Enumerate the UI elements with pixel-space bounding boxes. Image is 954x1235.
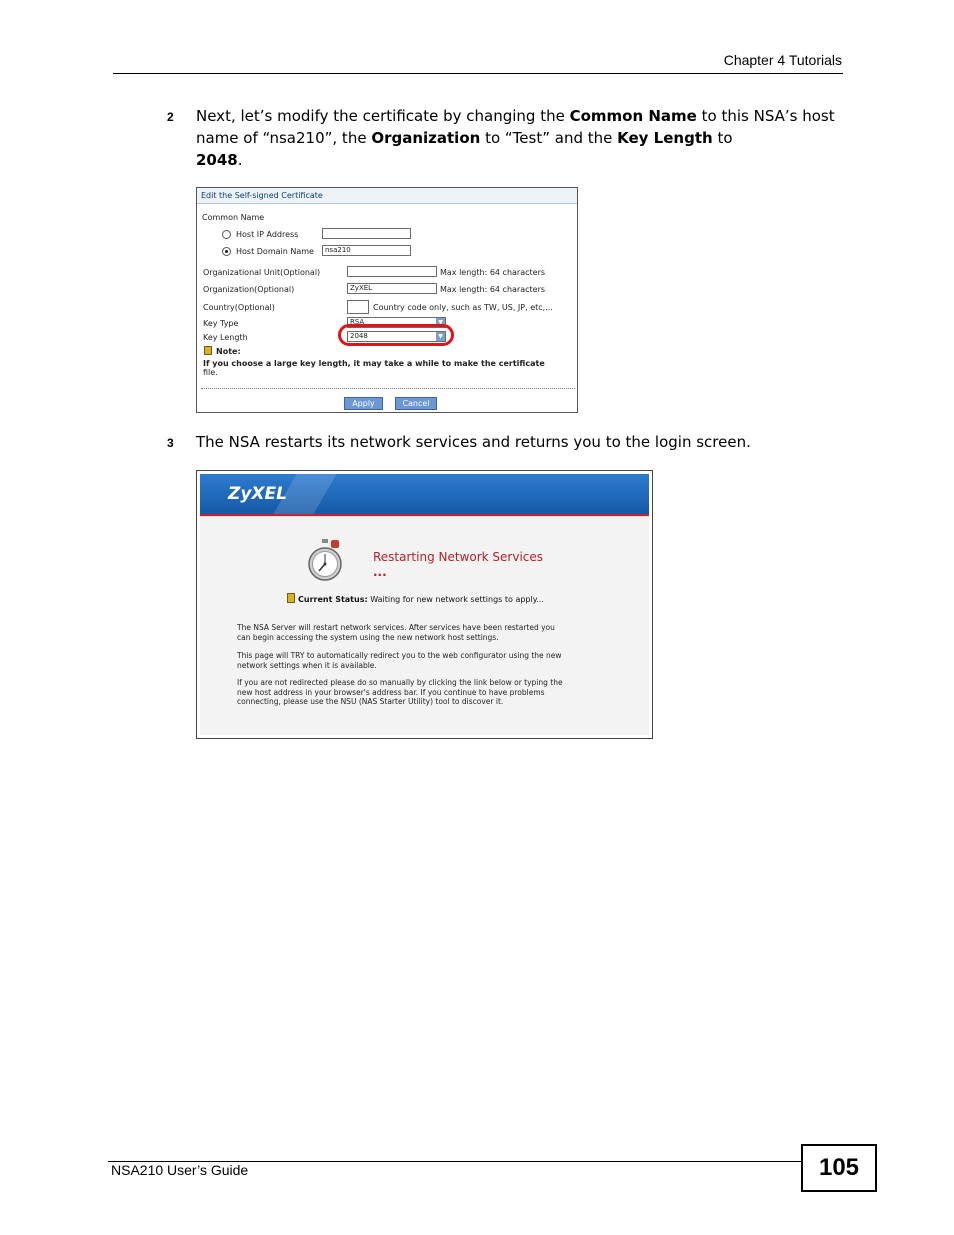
organization-input[interactable]: ZyXEL (347, 283, 437, 294)
zyxel-logo: ZyXEL (228, 484, 287, 504)
note-icon (204, 346, 212, 355)
paragraph-line: network settings when it is available. (237, 660, 377, 670)
key-length-value: 2048 (350, 332, 368, 340)
step-text-segment: Next, let’s modify the certificate by changing the (196, 107, 570, 125)
org-unit-input[interactable] (347, 266, 437, 277)
guide-title: NSA210 User’s Guide (111, 1162, 249, 1178)
step-bold-term: 2048 (196, 151, 238, 169)
cancel-button[interactable]: Cancel (395, 397, 437, 410)
organization-label: Organization(Optional) (203, 285, 295, 294)
note-label: Note: (216, 347, 241, 356)
country-hint: Country code only, such as TW, US, JP, etc,... (373, 303, 553, 312)
step-number: 2 (167, 110, 174, 124)
step-text-segment: to “Test” and the (480, 129, 618, 147)
stopwatch-icon (307, 538, 343, 582)
organization-hint: Max length: 64 characters (440, 285, 546, 294)
step-text-segment: to (712, 129, 733, 147)
header-divider (113, 73, 843, 74)
country-input[interactable] (347, 300, 369, 314)
host-domain-input[interactable]: nsa210 (322, 245, 411, 256)
paragraph-line: connecting, please use the NSU (NAS Starter Utility) tool to discover it. (237, 697, 504, 706)
restart-title: Restarting Network Services (373, 550, 544, 564)
step-bold-term: Organization (371, 129, 481, 147)
apply-button[interactable]: Apply (344, 397, 383, 410)
redirect-info-paragraph (237, 651, 627, 670)
restart-progress-dots: ... (373, 565, 387, 579)
step-bold-term: Common Name (569, 107, 697, 125)
form-divider (201, 388, 575, 389)
chevron-down-icon: ▼ (436, 332, 445, 341)
paragraph-line: new host address in your browser's address bar. If you continue to have problems (237, 687, 545, 697)
step-number: 3 (167, 436, 174, 450)
note-text: If you choose a large key length, it may take a while to make the certificate (203, 359, 545, 368)
paragraph-line: This page will TRY to automatically redirect you to the web configurator using the new (237, 651, 562, 660)
country-label: Country(Optional) (203, 303, 275, 312)
note-text-continued: file. (203, 368, 218, 377)
status-note-icon (287, 593, 295, 603)
page-number: 105 (801, 1144, 877, 1192)
chapter-header: Chapter 4 Tutorials (723, 52, 842, 68)
chevron-down-icon: ▼ (436, 318, 445, 327)
step-text-segment: to this NSA’s host name of “nsa210”, the (196, 107, 835, 147)
key-length-highlight (338, 324, 454, 346)
host-ip-radio[interactable] (222, 230, 231, 239)
key-type-value: RSA (350, 318, 365, 326)
host-domain-radio[interactable] (222, 247, 231, 256)
step-text-segment: . (237, 151, 243, 169)
status-label: Current Status: (298, 595, 368, 604)
zyxel-banner (200, 474, 649, 514)
form-title: Edit the Self-signed Certificate (197, 188, 577, 204)
host-ip-input[interactable] (322, 228, 411, 239)
step-instruction: The NSA restarts its network services and returns you to the login screen. (196, 433, 751, 451)
common-name-label: Common Name (202, 213, 265, 222)
org-unit-hint: Max length: 64 characters (440, 268, 546, 277)
manual-redirect-paragraph (237, 678, 627, 707)
paragraph-line: If you are not redirected please do so manually by clicking the link below or typing the (237, 678, 563, 687)
restart-screen-screenshot (196, 470, 653, 739)
step-instruction (196, 105, 836, 171)
paragraph-line: The NSA Server will restart network services. After services have been restarted you (237, 623, 555, 632)
paragraph-line: can begin accessing the system using the new network host settings. (237, 632, 499, 642)
host-ip-label: Host IP Address (236, 230, 299, 239)
org-unit-label: Organizational Unit(Optional) (203, 268, 321, 277)
key-type-label: Key Type (203, 319, 239, 328)
certificate-form-screenshot (196, 187, 578, 413)
current-status (298, 595, 544, 604)
restart-info-paragraph (237, 623, 627, 642)
key-length-label: Key Length (203, 333, 248, 342)
step-bold-term: Key Length (617, 129, 713, 147)
status-value: Waiting for new network settings to apply... (367, 595, 544, 604)
host-domain-label: Host Domain Name (236, 247, 314, 256)
